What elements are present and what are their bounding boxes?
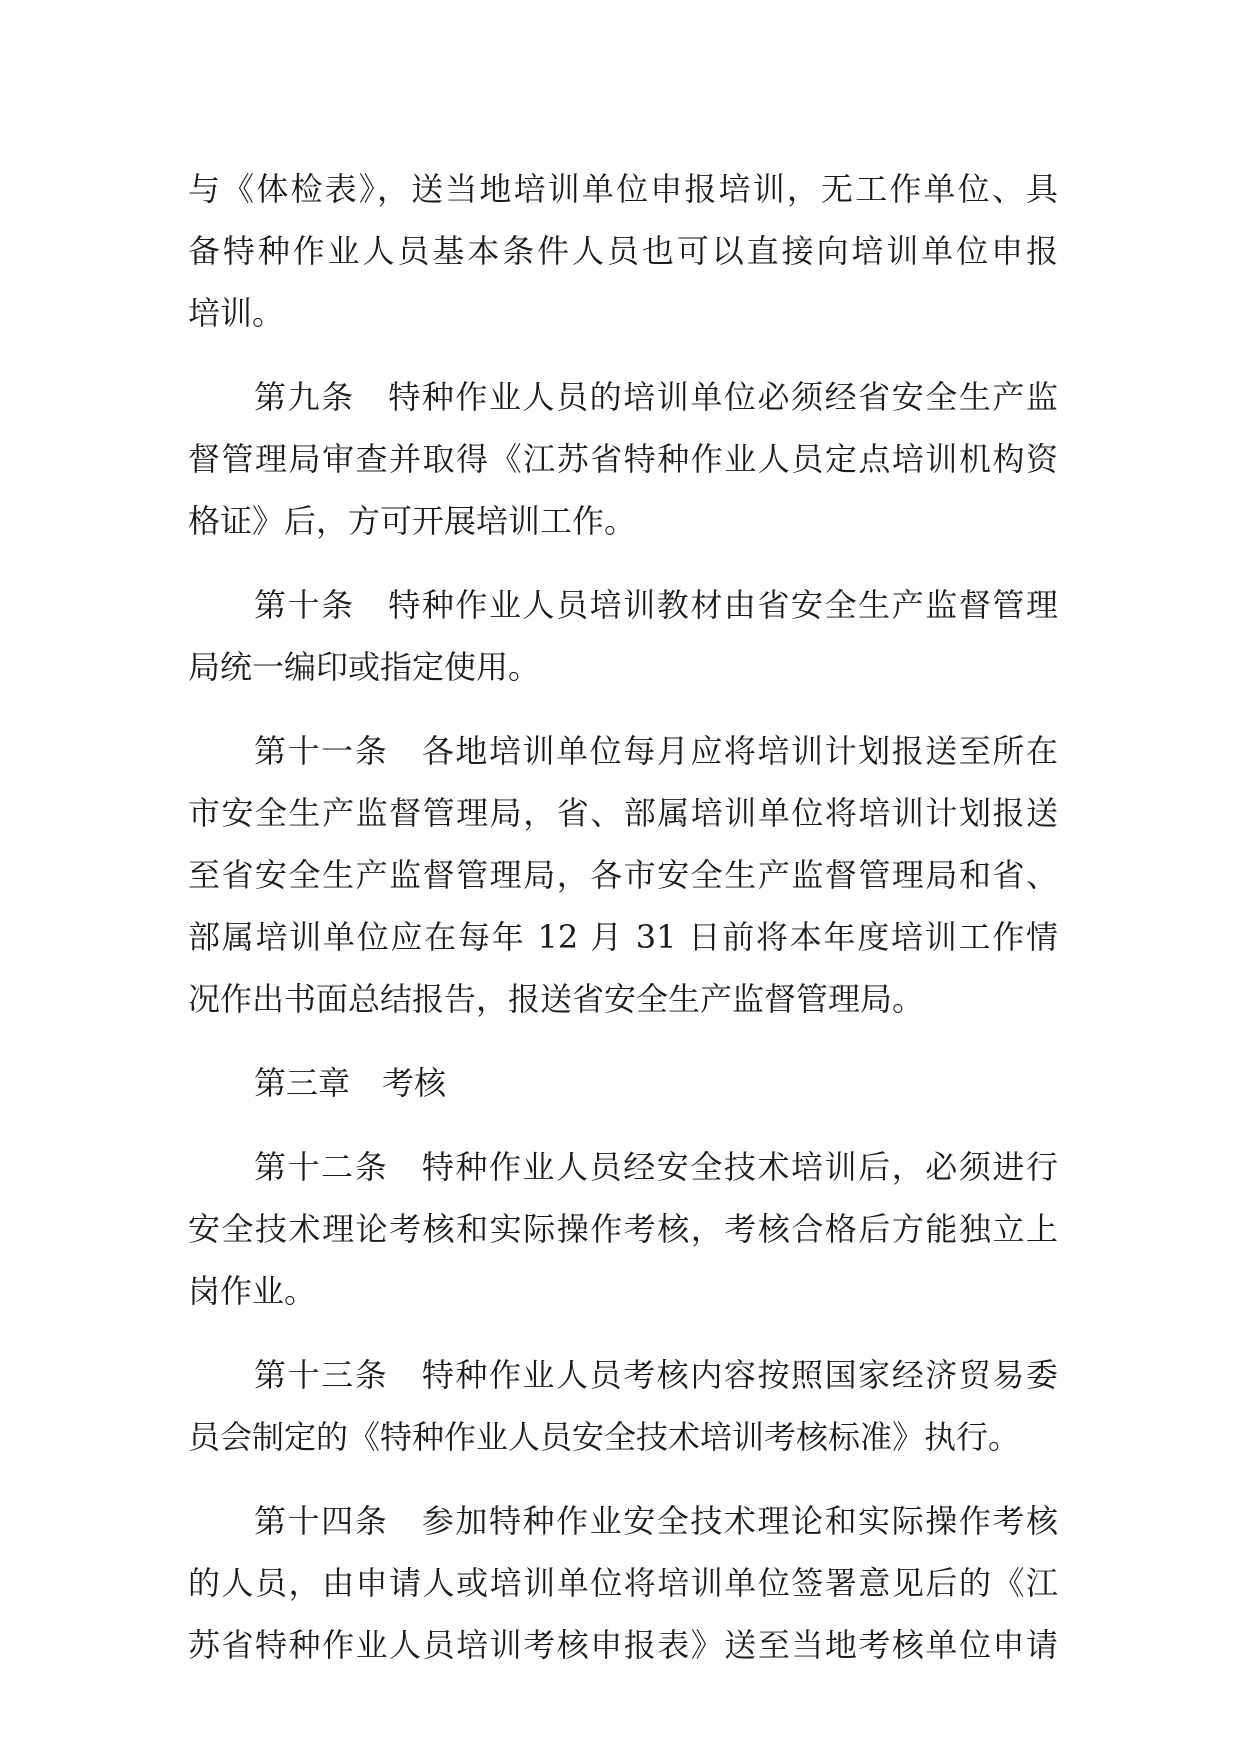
paragraph-spacing	[188, 1322, 1058, 1344]
text-line: 的人员，由申请人或培训单位将培训单位签署意见后的《江	[188, 1564, 1058, 1602]
paragraph-spacing	[188, 1114, 1058, 1136]
text-line: 至省安全生产监督管理局，各市安全生产监督管理局和省、	[188, 856, 1058, 894]
text-line: 岗作业。	[188, 1272, 317, 1310]
article-paragraph	[188, 1344, 1058, 1468]
text-line: 第十条 特种作业人员培训教材由省安全生产监督管理	[254, 586, 1058, 624]
paragraph-continuation	[188, 158, 1058, 344]
article-paragraph	[188, 1490, 1058, 1676]
article-paragraph	[188, 366, 1058, 552]
text-line: 督管理局审查并取得《江苏省特种作业人员定点培训机构资	[188, 440, 1058, 478]
document-body	[188, 158, 1058, 1676]
text-line: 第十四条 参加特种作业安全技术理论和实际操作考核	[254, 1502, 1058, 1540]
text-line: 与《体检表》，送当地培训单位申报培训，无工作单位、具	[188, 170, 1058, 208]
text-line: 局统一编印或指定使用。	[188, 648, 541, 686]
text-line: 培训。	[188, 294, 285, 332]
article-paragraph	[188, 720, 1058, 1030]
paragraph-spacing	[188, 1468, 1058, 1490]
paragraph-spacing	[188, 698, 1058, 720]
text-line: 第九条 特种作业人员的培训单位必须经省安全生产监	[254, 378, 1058, 416]
paragraph-spacing	[188, 344, 1058, 366]
text-line: 市安全生产监督管理局，省、部属培训单位将培训计划报送	[188, 794, 1058, 832]
text-line: 第十三条 特种作业人员考核内容按照国家经济贸易委	[254, 1356, 1058, 1394]
text-line: 格证》后，方可开展培训工作。	[188, 502, 637, 540]
text-line: 安全技术理论考核和实际操作考核，考核合格后方能独立上	[188, 1210, 1058, 1248]
paragraph-spacing	[188, 1030, 1058, 1052]
chapter-heading	[188, 1052, 1058, 1114]
article-paragraph	[188, 574, 1058, 698]
text-line: 第十一条 各地培训单位每月应将培训计划报送至所在	[254, 732, 1058, 770]
text-line: 第十二条 特种作业人员经安全技术培训后，必须进行	[254, 1148, 1058, 1186]
article-paragraph	[188, 1136, 1058, 1322]
text-line: 员会制定的《特种作业人员安全技术培训考核标准》执行。	[188, 1418, 1021, 1456]
text-line: 第三章 考核	[254, 1064, 447, 1102]
text-line: 苏省特种作业人员培训考核申报表》送至当地考核单位申请	[188, 1626, 1058, 1664]
text-line: 备特种作业人员基本条件人员也可以直接向培训单位申报	[188, 232, 1058, 270]
paragraph-spacing	[188, 552, 1058, 574]
text-line: 况作出书面总结报告，报送省安全生产监督管理局。	[188, 980, 925, 1018]
text-line: 部属培训单位应在每年 12 月 31 日前将本年度培训工作情	[188, 918, 1058, 956]
